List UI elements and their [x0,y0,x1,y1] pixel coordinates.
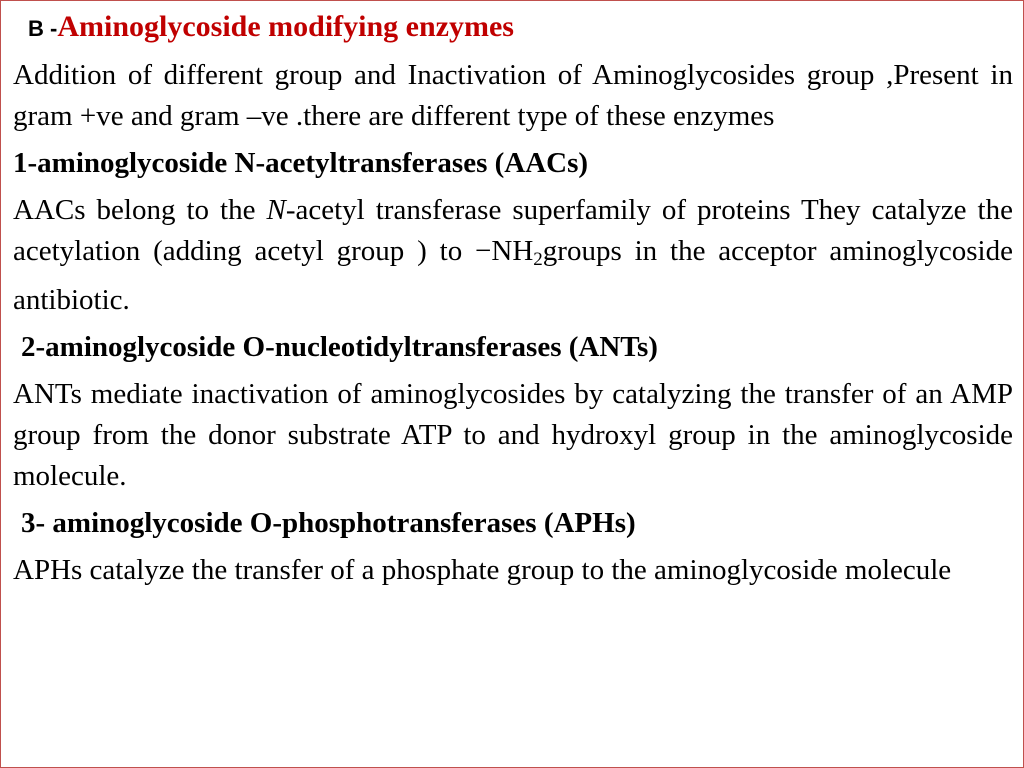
aacs-italic-n: N [266,194,286,226]
intro-paragraph: Addition of different group and Inactivation of Aminoglycosides group ,Present in gram +ve and gram –ve .there are different type of these enzymes [13,59,1013,132]
section-body-ants: ANTs mediate inactivation of aminoglycosides by catalyzing the transfer of an AMP group from the donor substrate ATP to and hydroxyl group in the aminoglycoside molecule. [13,378,1013,492]
section-body-aphs: APHs catalyze the transfer of a phosphate group to the aminoglycoside molecule [13,554,952,586]
slide-content [13,5,1013,591]
section-heading-ants: 2-aminoglycoside O-nucleotidyltransferases (ANTs) [21,331,658,363]
title-text: Aminoglycoside modifying enzymes [57,10,514,43]
section-heading-aphs: 3- aminoglycoside O-phosphotransferases (APHs) [21,507,636,539]
aacs-text-part3: groups in the acceptor aminoglycoside antibiotic. [13,235,1013,316]
slide-title [28,5,1013,49]
title-prefix: B - [28,16,58,41]
section-body-aacs [13,190,1013,321]
aacs-text-part2: -acetyl transferase superfamily of proteins They catalyze the acetylation (adding acetyl group ) to −NH [13,194,1013,267]
section-heading-aacs: 1-aminoglycoside N-acetyltransferases (AACs) [13,147,589,179]
aacs-subscript: 2 [533,249,543,270]
aacs-text-part1: AACs belong to the [13,194,267,226]
